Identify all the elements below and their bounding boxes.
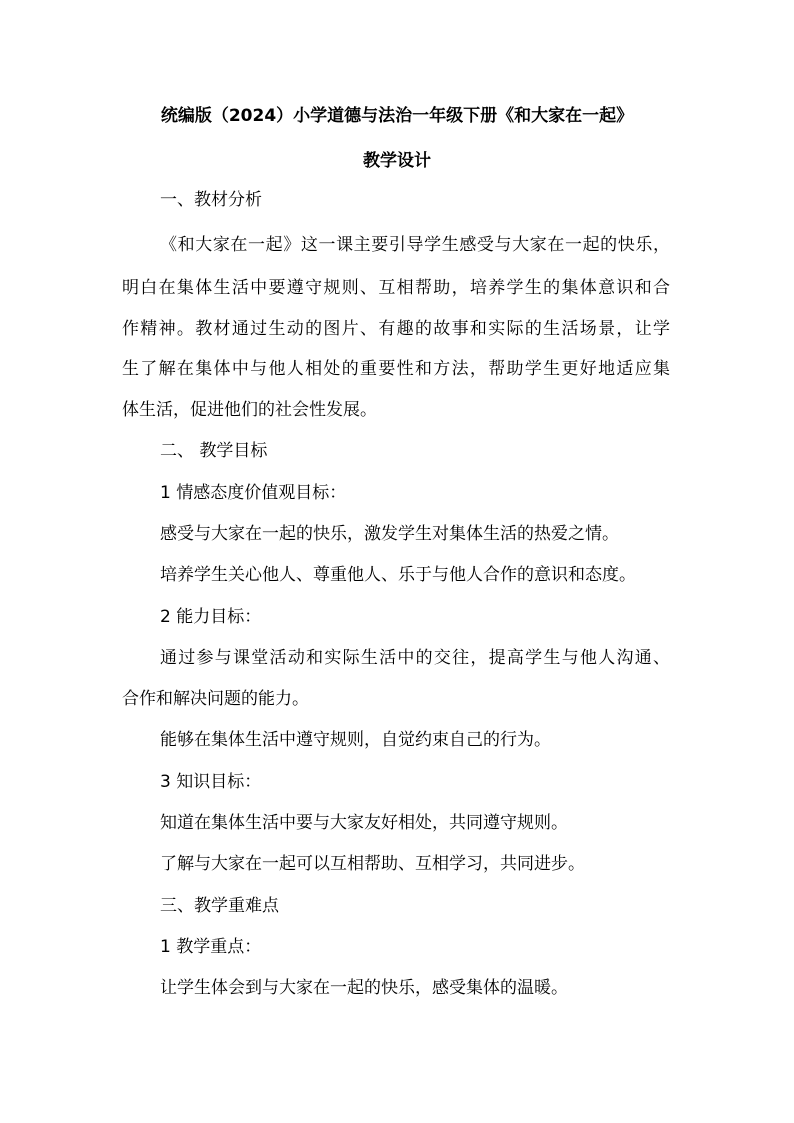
section1-heading: 一、教材分析 <box>160 190 262 210</box>
document-title: 统编版（2024）小学道德与法治一年级下册《和大家在一起》 <box>160 106 634 126</box>
paragraph-line: 《和大家在一起》这一课主要引导学生感受与大家在一起的快乐， <box>160 235 670 255</box>
goal2-heading: 2 能力目标： <box>160 607 262 627</box>
key1-heading: 1 教学重点： <box>160 937 262 957</box>
paragraph-line: 作精神。教材通过生动的图片、有趣的故事和实际的生活场景，让学 <box>122 319 670 339</box>
paragraph-line: 生了解在集体中与他人相处的重要性和方法，帮助学生更好地适应集 <box>122 359 670 379</box>
goal1-heading: 1 情感态度价值观目标： <box>160 483 347 503</box>
document-subtitle: 教学设计 <box>363 151 431 171</box>
goal1-line: 感受与大家在一起的快乐，激发学生对集体生活的热爱之情。 <box>160 524 619 544</box>
paragraph-line: 明白在集体生活中要遵守规则、互相帮助，培养学生的集体意识和合 <box>122 278 670 298</box>
section3-heading: 三、教学重难点 <box>160 896 279 916</box>
key1-line: 让学生体会到与大家在一起的快乐，感受集体的温暖。 <box>160 978 568 998</box>
paragraph-line: 体生活，促进他们的社会性发展。 <box>122 400 377 420</box>
goal2-line: 能够在集体生活中遵守规则，自觉约束自己的行为。 <box>160 730 551 750</box>
goal1-line: 培养学生关心他人、尊重他人、乐于与他人合作的意识和态度。 <box>160 565 636 585</box>
goal2-line: 通过参与课堂活动和实际生活中的交往，提高学生与他人沟通、 <box>160 648 670 668</box>
goal3-heading: 3 知识目标： <box>160 772 262 792</box>
goal3-line: 知道在集体生活中要与大家友好相处，共同遵守规则。 <box>160 813 568 833</box>
goal3-line: 了解与大家在一起可以互相帮助、互相学习，共同进步。 <box>160 854 585 874</box>
goal2-line: 合作和解决问题的能力。 <box>122 689 309 709</box>
section2-heading: 二、 教学目标 <box>160 441 268 461</box>
